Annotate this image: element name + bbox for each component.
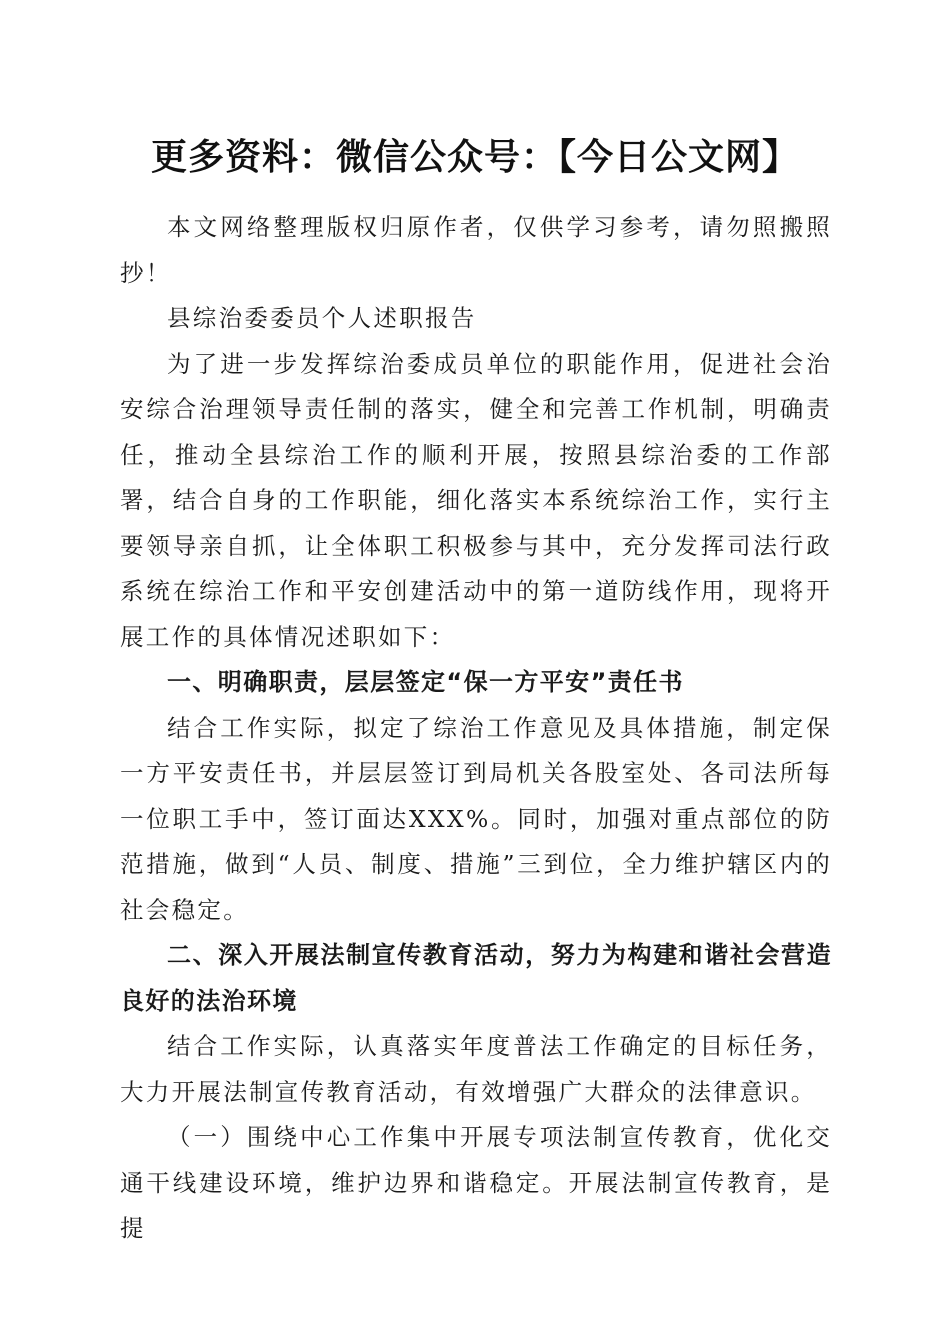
section-2-subsection-1: （一）围绕中心工作集中开展专项法制宣传教育，优化交通干线建设环境，维护边界和谐稳定。开展法制宣传教育，是提 [120, 1123, 832, 1242]
intro-paragraph: 为了进一步发挥综治委成员单位的职能作用，促进社会治安综合治理领导责任制的落实，健全和完善工作机制，明确责任，推动全县综治工作的顺利开展，按照县综治委的工作部署，结合自身的工作职能，细化落实本系统综治工作，实行主要领导亲自抓，让全体职工积极参与其中，充分发挥司法行政系统在综治工作和平安创建活动中的第一道防线作用，现将开展工作的具体情况述职如下： [120, 349, 832, 651]
section-2-paragraph: 结合工作实际，认真落实年度普法工作确定的目标任务，大力开展法制宣传教育活动，有效增强广大群众的法律意识。 [120, 1032, 832, 1106]
report-title: 县综治委委员个人述职报告 [167, 304, 477, 332]
section-2-heading: 二、深入开展法制宣传教育活动，努力为构建和谐社会营造良好的法治环境 [120, 941, 832, 1015]
section-1-heading: 一、明确职责，层层签定“保一方平安”责任书 [167, 668, 684, 696]
disclaimer: 本文网络整理版权归原作者，仅供学习参考，请勿照搬照抄！ [120, 213, 832, 287]
document-body [120, 205, 832, 1252]
header-title: 更多资料：微信公众号：【今日公文网】 [150, 137, 799, 178]
section-1-paragraph: 结合工作实际，拟定了综治工作意见及具体措施，制定保一方平安责任书，并层层签订到局机关各股室处、各司法所每一位职工手中，签订面达XXX%。同时，加强对重点部位的防范措施，做到“人员、制度、措施”三到位，全力维护辖区内的社会稳定。 [120, 713, 832, 924]
